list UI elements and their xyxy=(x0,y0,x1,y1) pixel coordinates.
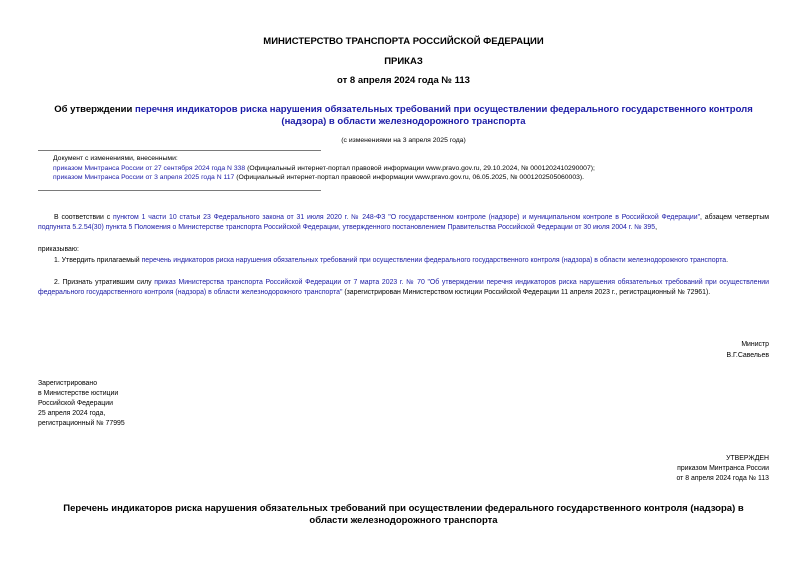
list-title: Перечень индикаторов риска нарушения обязательных требований при осуществлении федерального государственного контроля (надзора) в области железнодорожного транспорта xyxy=(63,503,744,526)
change-item xyxy=(53,164,773,174)
bottom-divider xyxy=(38,190,321,191)
change-link-2[interactable]: приказом Минтранса России от 3 апреля 2025 года N 117 xyxy=(53,174,235,181)
registration-line: 25 апреля 2024 года, xyxy=(38,410,106,417)
signature-name: В.Г.Савельев xyxy=(726,352,769,359)
federal-law-link[interactable]: пунктом 1 части 10 статьи 23 Федерального закона от 31 июля 2020 г. № 248-ФЗ "О государственном контроле (надзоре) и муниципальном контроле в Российской Федерации" xyxy=(113,214,701,221)
registration-line: регистрационный № 77995 xyxy=(38,420,125,427)
signature-position: Министр xyxy=(741,341,769,348)
registration-line: Зарегистрировано xyxy=(38,380,98,387)
document-title xyxy=(40,104,767,128)
item-1-text-b: . xyxy=(726,257,729,264)
repealed-order-link[interactable]: приказ Министерства транспорта Российской Федерации от 7 марта 2023 г. № 70 "Об утверждении перечня индикаторов риска нарушения обязательных требований при осуществлении федерального государственного контроля (надзора) в области железнодорожного транспорта" xyxy=(38,279,769,296)
top-divider xyxy=(38,150,321,151)
registration-line: Российской Федерации xyxy=(38,400,113,407)
change-link-1[interactable]: приказом Минтранса России от 27 сентября 2024 года N 338 xyxy=(53,164,246,172)
approval-line: УТВЕРЖДЕН xyxy=(726,455,769,462)
registration-block xyxy=(38,379,125,429)
preamble-text-b: , абзацем четвертым xyxy=(700,214,770,221)
approval-line: приказом Минтранса России xyxy=(677,465,769,472)
item-2-paragraph xyxy=(38,278,769,298)
change-details-2: (Официальный интернет-портал правовой информации www.pravo.gov.ru, 06.05.2025, № 0001202505060003). xyxy=(234,174,585,181)
item-2-text-a: 2. Признать утратившим силу xyxy=(54,279,155,286)
approval-block xyxy=(676,454,769,484)
registration-line: в Министерстве юстиции xyxy=(38,390,119,397)
document-date-number: от 8 апреля 2024 года № 113 xyxy=(337,75,470,86)
changes-heading: Документ с изменениями, внесенными: xyxy=(53,155,178,162)
title-prefix: Об утверждении xyxy=(54,104,135,115)
preamble-text-c: , xyxy=(655,224,657,231)
preamble-paragraph xyxy=(38,213,769,233)
change-item xyxy=(53,173,773,183)
regulation-link[interactable]: подпункта 5.2.54(30) пункта 5 Положения о Министерстве транспорта Российской Федерации, утвержденного постановлением Правительства Российской Федерации от 30 июля 2004 г. № 395 xyxy=(38,224,656,231)
change-details-1: (Официальный интернет-портал правовой информации www.pravo.gov.ru, 29.10.2024, № 0001202410290007); xyxy=(245,164,595,172)
changes-block xyxy=(53,154,773,183)
item-2-text-b: (зарегистрирован Министерством юстиции Российской Федерации 11 апреля 2023 г., регистрационный № 72961). xyxy=(342,289,711,296)
document-type: ПРИКАЗ xyxy=(384,56,423,67)
approved-list-link[interactable]: перечень индикаторов риска нарушения обязательных требований при осуществлении федерального государственного контроля (надзора) в области железнодорожного транспорта xyxy=(141,257,727,264)
item-1-text-a: 1. Утвердить прилагаемый xyxy=(54,257,142,264)
amendment-note: (с изменениями на 3 апреля 2025 года) xyxy=(341,137,466,144)
order-word: приказываю: xyxy=(38,246,79,253)
approval-line: от 8 апреля 2024 года № 113 xyxy=(676,475,769,482)
item-1-paragraph xyxy=(38,256,769,266)
preamble-text-a: В соответствии с xyxy=(54,214,114,221)
title-link[interactable]: перечня индикаторов риска нарушения обязательных требований при осуществлении федерального государственного контроля (надзора) в области железнодорожного транспорта xyxy=(134,104,753,127)
ministry-name: МИНИСТЕРСТВО ТРАНСПОРТА РОССИЙСКОЙ ФЕДЕРАЦИИ xyxy=(263,36,544,47)
